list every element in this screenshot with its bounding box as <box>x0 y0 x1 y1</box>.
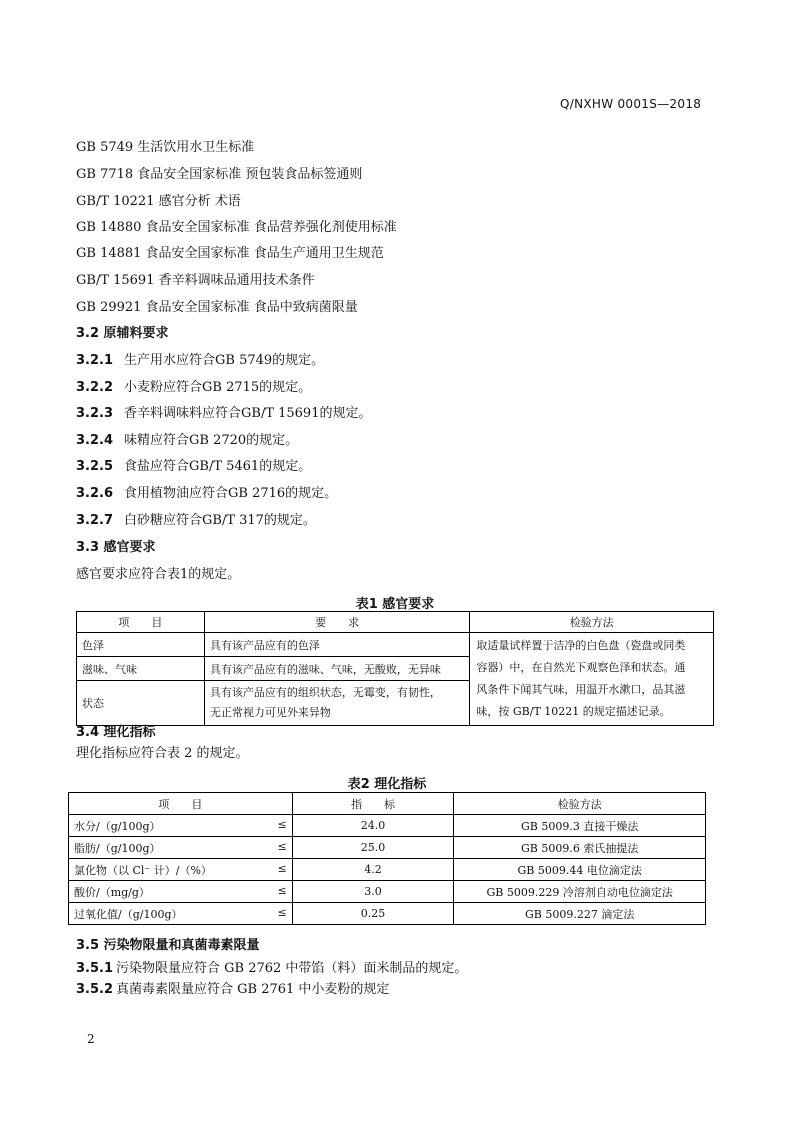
table-cell: GB 5009.3 直接干燥法 <box>454 815 706 837</box>
clause-number: 3.2.5 <box>76 459 114 474</box>
table-cell: 25.0 <box>292 837 454 859</box>
table-cell: 具有该产品应有的滋味、气味，无酸败，无异味 <box>204 657 470 681</box>
table-cell: 具有该产品应有的色泽 <box>204 633 470 657</box>
clause-text: 味精应符合GB 2720的规定。 <box>124 433 299 448</box>
table-cell: 色泽 <box>77 633 205 657</box>
clause-text: 食盐应符合GB/T 5461的规定。 <box>124 459 312 474</box>
operator: ≤ <box>277 839 287 853</box>
clause-text: 白砂糖应符合GB/T 317的规定。 <box>124 513 316 528</box>
table-cell: 0.25 <box>292 903 454 925</box>
requirement-item <box>76 455 311 474</box>
table-row <box>77 633 714 657</box>
physicochemical-table <box>68 792 706 925</box>
operator: ≤ <box>277 883 287 897</box>
section-heading: 3.4 理化指标 <box>76 725 156 740</box>
clause-number: 3.2.4 <box>76 433 114 448</box>
table-cell <box>69 837 293 859</box>
section-heading: 3.5 污染物限量和真菌毒素限量 <box>76 938 260 953</box>
reference-item: GB/T 10221 感官分析 术语 <box>76 194 241 209</box>
table-cell <box>204 681 470 726</box>
paragraph: 感官要求应符合表1的规定。 <box>76 567 241 582</box>
table-cell: 24.0 <box>292 815 454 837</box>
table-cell: 4.2 <box>292 859 454 881</box>
clause-text: 食用植物油应符合GB 2716的规定。 <box>124 486 338 501</box>
table-cell <box>69 881 293 903</box>
item-label: 过氧化值/（g/100g） <box>74 907 183 921</box>
requirement-item <box>76 402 371 421</box>
requirement-item <box>76 376 311 395</box>
requirement-item <box>76 349 324 368</box>
table-row <box>69 881 706 903</box>
clause-text: 小麦粉应符合GB 2715的规定。 <box>124 380 312 395</box>
page-number: 2 <box>87 1032 95 1046</box>
table-cell: GB 5009.227 滴定法 <box>454 903 706 925</box>
clause-number: 3.2.2 <box>76 380 114 395</box>
table-cell: GB 5009.6 索氏抽提法 <box>454 837 706 859</box>
table-header-row <box>69 793 706 815</box>
column-header: 指 标 <box>292 793 454 815</box>
document-code: Q/NXHW 0001S—2018 <box>560 97 702 111</box>
clause-text: 生产用水应符合GB 5749的规定。 <box>124 353 325 368</box>
requirement-item <box>76 482 337 501</box>
clause-text: 污染物限量应符合 GB 2762 中带馅（料）面米制品的规定。 <box>116 961 468 976</box>
reference-item: GB 5749 生活饮用水卫生标准 <box>76 140 255 155</box>
table-caption: 表2 理化指标 <box>347 777 427 792</box>
clause-number: 3.5.2 <box>76 982 114 997</box>
item-label: 酸价/（mg/g） <box>74 885 150 899</box>
item-label: 氯化物（以 Cl⁻ 计）/（%） <box>74 863 212 877</box>
item-label: 水分/（g/100g） <box>74 819 161 833</box>
clause-text: 香辛料调味料应符合GB/T 15691的规定。 <box>124 406 372 421</box>
method-line: 味，按 GB/T 10221 的规定描述记录。 <box>476 705 671 718</box>
clause-text: 真菌毒素限量应符合 GB 2761 中小麦粉的规定 <box>116 982 390 997</box>
reference-item: GB 14880 食品安全国家标准 食品营养强化剂使用标准 <box>76 220 397 235</box>
reference-item: GB 14881 食品安全国家标准 食品生产通用卫生规范 <box>76 246 384 261</box>
operator: ≤ <box>277 905 287 919</box>
table-cell: 状态 <box>77 681 205 726</box>
column-header: 检验方法 <box>470 612 714 633</box>
clause-number: 3.2.6 <box>76 486 114 501</box>
section-heading: 3.2 原辅料要求 <box>76 326 169 341</box>
reference-item: GB 29921 食品安全国家标准 食品中致病菌限量 <box>76 300 358 315</box>
operator: ≤ <box>277 817 287 831</box>
clause-number: 3.5.1 <box>76 961 114 976</box>
method-line: 取适量试样置于洁净的白色盘（瓷盘或同类 <box>476 639 686 652</box>
sensory-table <box>76 611 714 726</box>
item-label: 脂肪/（g/100g） <box>74 841 161 855</box>
table-cell <box>69 815 293 837</box>
requirement-item <box>76 509 316 528</box>
table-caption: 表1 感官要求 <box>355 597 435 612</box>
column-header: 要 求 <box>204 612 470 633</box>
table-row <box>69 837 706 859</box>
column-header: 项 目 <box>77 612 205 633</box>
requirement-item <box>76 429 298 448</box>
table-row <box>69 815 706 837</box>
column-header: 项 目 <box>69 793 293 815</box>
clause-number: 3.2.3 <box>76 406 114 421</box>
table-cell: 3.0 <box>292 881 454 903</box>
test-method-cell <box>470 633 714 726</box>
paragraph: 理化指标应符合表 2 的规定。 <box>76 746 249 761</box>
table-header-row <box>77 612 714 633</box>
operator: ≤ <box>277 861 287 875</box>
table-cell: 滋味、气味 <box>77 657 205 681</box>
table-cell <box>69 903 293 925</box>
reference-item: GB 7718 食品安全国家标准 预包装食品标签通则 <box>76 167 363 182</box>
requirement-item <box>76 957 467 976</box>
table-row <box>69 903 706 925</box>
table-cell: GB 5009.44 电位滴定法 <box>454 859 706 881</box>
clause-number: 3.2.1 <box>76 353 114 368</box>
requirement-line: 具有该产品应有的组织状态，无霉变，有韧性， <box>209 686 441 700</box>
clause-number: 3.2.7 <box>76 513 114 528</box>
table-row <box>69 859 706 881</box>
requirement-line: 无正常视力可见外来异物 <box>209 706 331 720</box>
method-line: 容器）中，在自然光下观察色泽和状态。通 <box>476 661 686 674</box>
column-header: 检验方法 <box>454 793 706 815</box>
table-cell: GB 5009.229 冷溶剂自动电位滴定法 <box>454 881 706 903</box>
method-line: 风条件下闻其气味，用温开水漱口，品其滋 <box>476 683 686 696</box>
table-cell <box>69 859 293 881</box>
reference-item: GB/T 15691 香辛料调味品通用技术条件 <box>76 273 315 288</box>
requirement-item <box>76 978 389 997</box>
section-heading: 3.3 感官要求 <box>76 540 156 555</box>
